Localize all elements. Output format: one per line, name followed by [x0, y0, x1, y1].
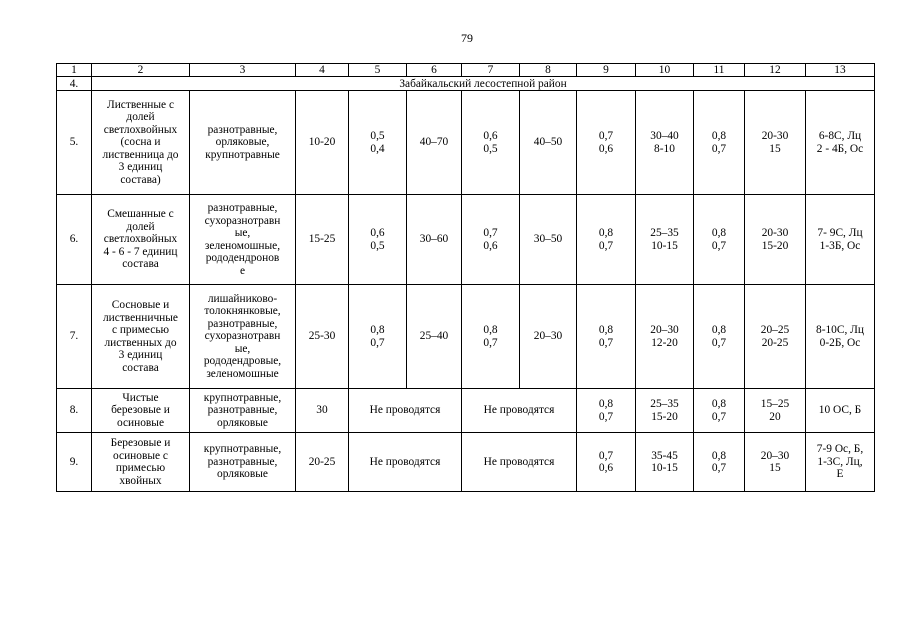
table-cell: 20-25	[296, 433, 349, 492]
forest-type-cell: Сосновые и лиственничные с примесью лиственных до 3 единиц состава	[92, 285, 190, 389]
table-cell: 40–50	[520, 91, 577, 195]
table-cell: 20–30 12-20	[636, 285, 694, 389]
table-cell: 30–40 8-10	[636, 91, 694, 195]
row-number: 5.	[57, 91, 92, 195]
column-header: 11	[694, 64, 745, 77]
table-cell: 30–60	[407, 195, 462, 285]
forest-group-cell: разнотравные, сухоразнотравн ые, зеленомошные, рододендронов е	[190, 195, 296, 285]
table-row	[57, 195, 875, 285]
table-cell: 0,7 0,6	[462, 195, 520, 285]
table-cell: 0,6 0,5	[349, 195, 407, 285]
column-header: 2	[92, 64, 190, 77]
table-row	[57, 91, 875, 195]
forest-type-cell: Лиственные с долей светлохвойных (сосна и лиственница до 3 единиц состава)	[92, 91, 190, 195]
table-cell: 0,7 0,6	[577, 91, 636, 195]
table-cell: 0,7 0,6	[577, 433, 636, 492]
table-cell: 0,6 0,5	[462, 91, 520, 195]
row-number: 8.	[57, 389, 92, 433]
table-cell: 25–40	[407, 285, 462, 389]
table-cell: 0,5 0,4	[349, 91, 407, 195]
forest-group-cell: крупнотравные, разнотравные, орляковые	[190, 389, 296, 433]
table-cell: 25–35 10-15	[636, 195, 694, 285]
table-cell: 20–30 15	[745, 433, 806, 492]
table-cell: 35-45 10-15	[636, 433, 694, 492]
region-number: 4.	[57, 77, 92, 91]
column-header: 3	[190, 64, 296, 77]
table-cell: 25-30	[296, 285, 349, 389]
table-cell: 30–50	[520, 195, 577, 285]
column-header: 8	[520, 64, 577, 77]
column-header: 6	[407, 64, 462, 77]
merged-cell-not-conducted: Не проводятся	[462, 389, 577, 433]
row-number: 6.	[57, 195, 92, 285]
column-header: 4	[296, 64, 349, 77]
forest-type-cell: Березовые и осиновые с примесью хвойных	[92, 433, 190, 492]
table-cell: 0,8 0,7	[694, 433, 745, 492]
page-number: 79	[461, 31, 473, 45]
forest-type-cell: Смешанные с долей светлохвойных 4 - 6 - 7 единиц состава	[92, 195, 190, 285]
column-header-row	[57, 64, 875, 77]
table-cell: 20-30 15	[745, 91, 806, 195]
table-cell: 0,8 0,7	[462, 285, 520, 389]
table-cell: 0,8 0,7	[694, 389, 745, 433]
column-header: 9	[577, 64, 636, 77]
table-row	[57, 285, 875, 389]
table-cell: 0,8 0,7	[577, 285, 636, 389]
column-header: 5	[349, 64, 407, 77]
species-composition-cell: 10 ОС, Б	[806, 389, 875, 433]
forest-type-cell: Чистые березовые и осиновые	[92, 389, 190, 433]
table-cell: 0,8 0,7	[577, 389, 636, 433]
table-cell: 20–25 20-25	[745, 285, 806, 389]
merged-cell-not-conducted: Не проводятся	[349, 389, 462, 433]
table-cell: 30	[296, 389, 349, 433]
table-cell: 15–25 20	[745, 389, 806, 433]
column-header: 13	[806, 64, 875, 77]
species-composition-cell: 7- 9С, Лц 1-3Б, Ос	[806, 195, 875, 285]
table-cell: 0,8 0,7	[694, 91, 745, 195]
table-row	[57, 433, 875, 492]
column-header: 12	[745, 64, 806, 77]
merged-cell-not-conducted: Не проводятся	[462, 433, 577, 492]
column-header: 10	[636, 64, 694, 77]
table-cell: 10-20	[296, 91, 349, 195]
table-cell: 0,8 0,7	[694, 285, 745, 389]
column-header: 1	[57, 64, 92, 77]
table-cell: 0,8 0,7	[577, 195, 636, 285]
region-title: Забайкальский лесостепной район	[92, 77, 875, 91]
forest-thinning-table	[56, 63, 875, 492]
row-number: 9.	[57, 433, 92, 492]
table-cell: 20-30 15-20	[745, 195, 806, 285]
merged-cell-not-conducted: Не проводятся	[349, 433, 462, 492]
species-composition-cell: 8-10С, Лц 0-2Б, Ос	[806, 285, 875, 389]
table-cell: 25–35 15-20	[636, 389, 694, 433]
species-composition-cell: 6-8С, Лц 2 - 4Б, Ос	[806, 91, 875, 195]
column-header: 7	[462, 64, 520, 77]
table-cell: 0,8 0,7	[694, 195, 745, 285]
forest-group-cell: разнотравные, орляковые, крупнотравные	[190, 91, 296, 195]
table-cell: 15-25	[296, 195, 349, 285]
table-cell: 40–70	[407, 91, 462, 195]
row-number: 7.	[57, 285, 92, 389]
table-cell: 20–30	[520, 285, 577, 389]
forest-group-cell: лишайниково- толокнянковые, разнотравные, сухоразнотравн ые, рододендровые, зеленомошные	[190, 285, 296, 389]
species-composition-cell: 7-9 Ос, Б, 1-3С, Лц, Е	[806, 433, 875, 492]
region-row	[57, 77, 875, 91]
table-cell: 0,8 0,7	[349, 285, 407, 389]
table-row	[57, 389, 875, 433]
forest-group-cell: крупнотравные, разнотравные, орляковые	[190, 433, 296, 492]
